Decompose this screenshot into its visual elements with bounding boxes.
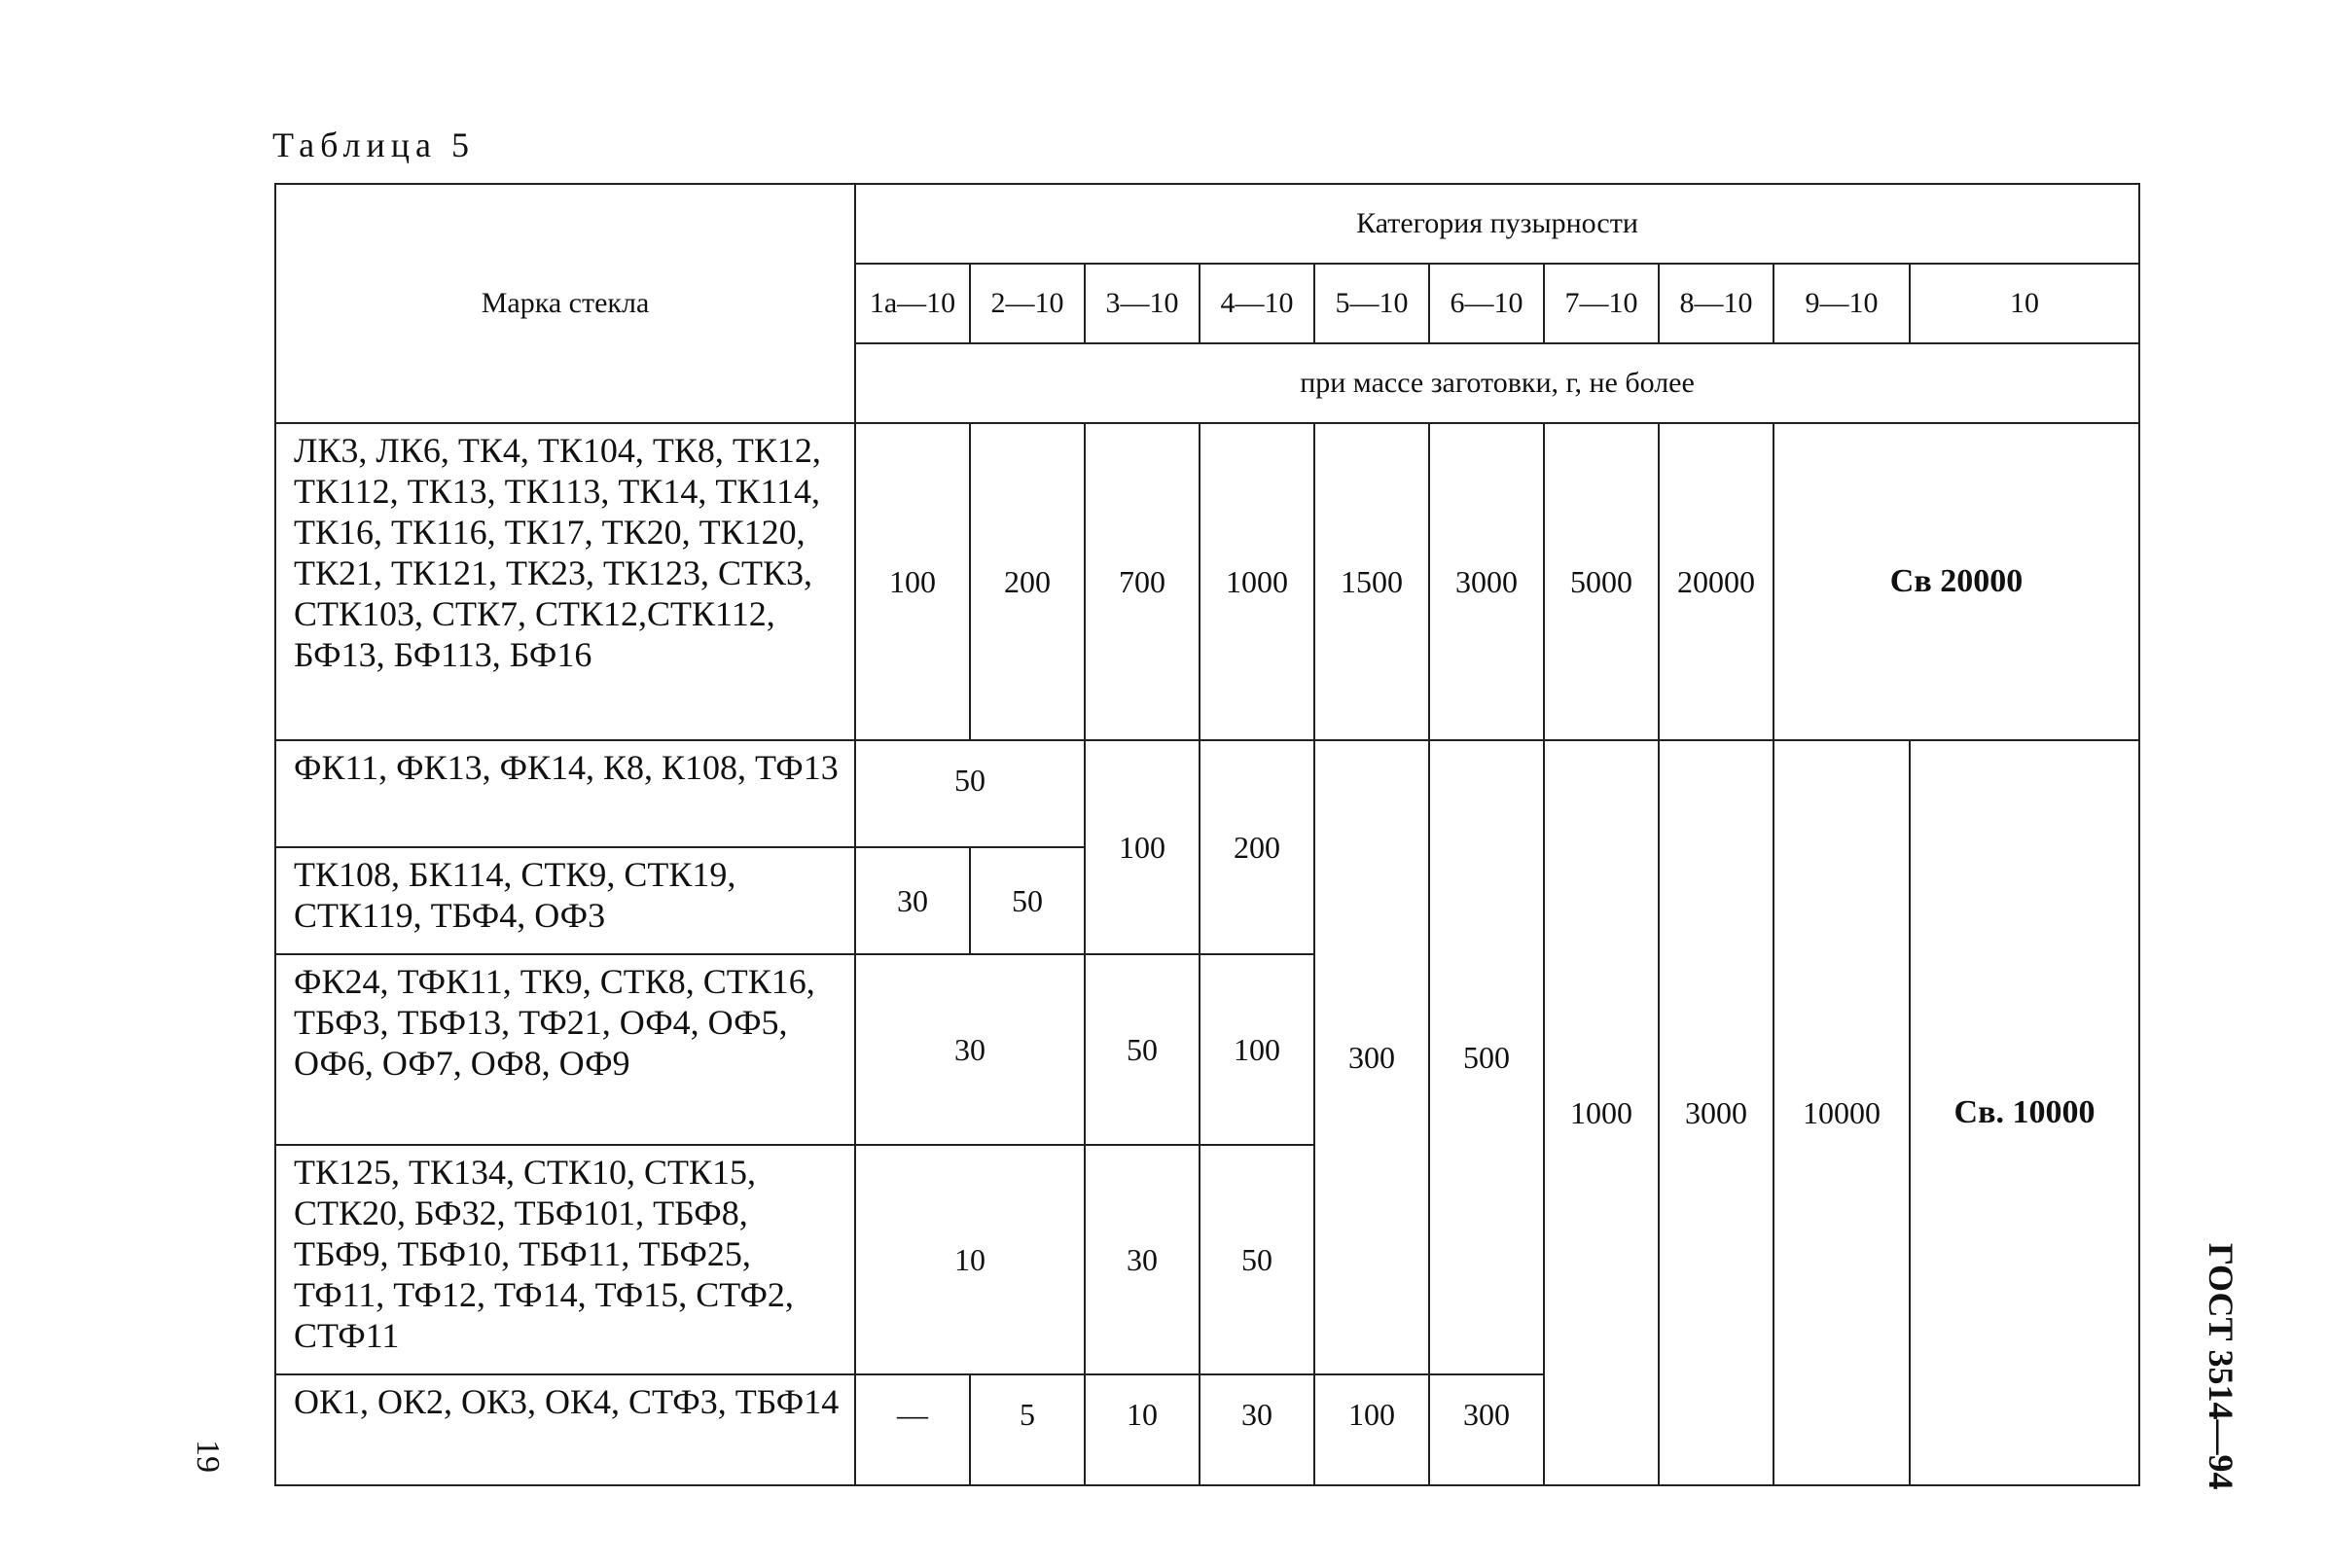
category-header: 10 bbox=[1910, 264, 2139, 343]
value-cell: 3000 bbox=[1429, 423, 1544, 740]
value-cell: 50 bbox=[970, 847, 1085, 954]
category-header: 1а—10 bbox=[855, 264, 970, 343]
value-cell: 500 bbox=[1429, 740, 1544, 1374]
value-cell: 5000 bbox=[1544, 423, 1659, 740]
category-header: 5—10 bbox=[1314, 264, 1429, 343]
category-header: 9—10 bbox=[1774, 264, 1910, 343]
glass-grades-cell: ЛК3, ЛК6, ТК4, ТК104, ТК8, ТК12, ТК112, ТК13, ТК113, ТК14, ТК114, ТК16, ТК116, ТК17, ТК20, ТК120, ТК21, ТК121, ТК23, ТК123, СТК3, СТК103, СТК7, СТК12,СТК112, БФ13, БФ113, БФ16 bbox=[275, 423, 855, 740]
category-header: 2—10 bbox=[970, 264, 1085, 343]
value-cell: 50 bbox=[1085, 954, 1200, 1145]
glass-grades-cell: ТК108, БК114, СТК9, СТК19, СТК119, ТБФ4, ОФ3 bbox=[275, 847, 855, 954]
value-cell: 30 bbox=[1200, 1374, 1314, 1485]
value-cell: 30 bbox=[1085, 1145, 1200, 1374]
value-cell: 10 bbox=[1085, 1374, 1200, 1485]
value-cell: Св 20000 bbox=[1774, 423, 2139, 740]
value-cell: 1000 bbox=[1544, 740, 1659, 1485]
value-cell: 100 bbox=[1085, 740, 1200, 954]
value-cell: 100 bbox=[1200, 954, 1314, 1145]
value-cell: Св. 10000 bbox=[1910, 740, 2139, 1485]
value-cell: 20000 bbox=[1659, 423, 1774, 740]
value-cell: 5 bbox=[970, 1374, 1085, 1485]
value-cell: 10 bbox=[855, 1145, 1085, 1374]
value-cell: 100 bbox=[855, 423, 970, 740]
glass-grades-cell: ТК125, ТК134, СТК10, СТК15, СТК20, БФ32, ТБФ101, ТБФ8, ТБФ9, ТБФ10, ТБФ11, ТБФ25, ТФ11, ТФ12, ТФ14, ТФ15, СТФ2, СТФ11 bbox=[275, 1145, 855, 1374]
value-cell: 200 bbox=[1200, 740, 1314, 954]
value-cell: 30 bbox=[855, 954, 1085, 1145]
value-cell: 300 bbox=[1429, 1374, 1544, 1485]
category-title: Категория пузырности bbox=[855, 184, 2139, 264]
category-header: 8—10 bbox=[1659, 264, 1774, 343]
glass-grades-cell: ФК11, ФК13, ФК14, К8, К108, ТФ13 bbox=[275, 740, 855, 847]
value-cell: 1500 bbox=[1314, 423, 1429, 740]
bubble-category-table bbox=[274, 183, 2140, 1486]
value-cell: 50 bbox=[855, 740, 1085, 847]
glass-grades-cell: ОК1, ОК2, ОК3, ОК4, СТФ3, ТБФ14 bbox=[275, 1374, 855, 1485]
value-cell: 300 bbox=[1314, 740, 1429, 1374]
table-caption: Таблица 5 bbox=[272, 125, 475, 164]
category-header: 7—10 bbox=[1544, 264, 1659, 343]
value-cell: 700 bbox=[1085, 423, 1200, 740]
value-cell: 30 bbox=[855, 847, 970, 954]
value-cell: — bbox=[855, 1374, 970, 1485]
standard-code: ГОСТ 3514—94 bbox=[2202, 1243, 2240, 1490]
grade-column-header: Марка стекла bbox=[275, 184, 855, 423]
value-cell: 200 bbox=[970, 423, 1085, 740]
value-cell: 3000 bbox=[1659, 740, 1774, 1485]
category-header: 3—10 bbox=[1085, 264, 1200, 343]
value-cell: 50 bbox=[1200, 1145, 1314, 1374]
category-header: 6—10 bbox=[1429, 264, 1544, 343]
value-cell: 1000 bbox=[1200, 423, 1314, 740]
value-cell: 10000 bbox=[1774, 740, 1910, 1485]
glass-grades-cell: ФК24, ТФК11, ТК9, СТК8, СТК16, ТБФ3, ТБФ13, ТФ21, ОФ4, ОФ5, ОФ6, ОФ7, ОФ8, ОФ9 bbox=[275, 954, 855, 1145]
category-header: 4—10 bbox=[1200, 264, 1314, 343]
mass-note: при массе заготовки, г, не более bbox=[855, 343, 2139, 423]
value-cell: 100 bbox=[1314, 1374, 1429, 1485]
page-number: 19 bbox=[190, 1440, 226, 1473]
